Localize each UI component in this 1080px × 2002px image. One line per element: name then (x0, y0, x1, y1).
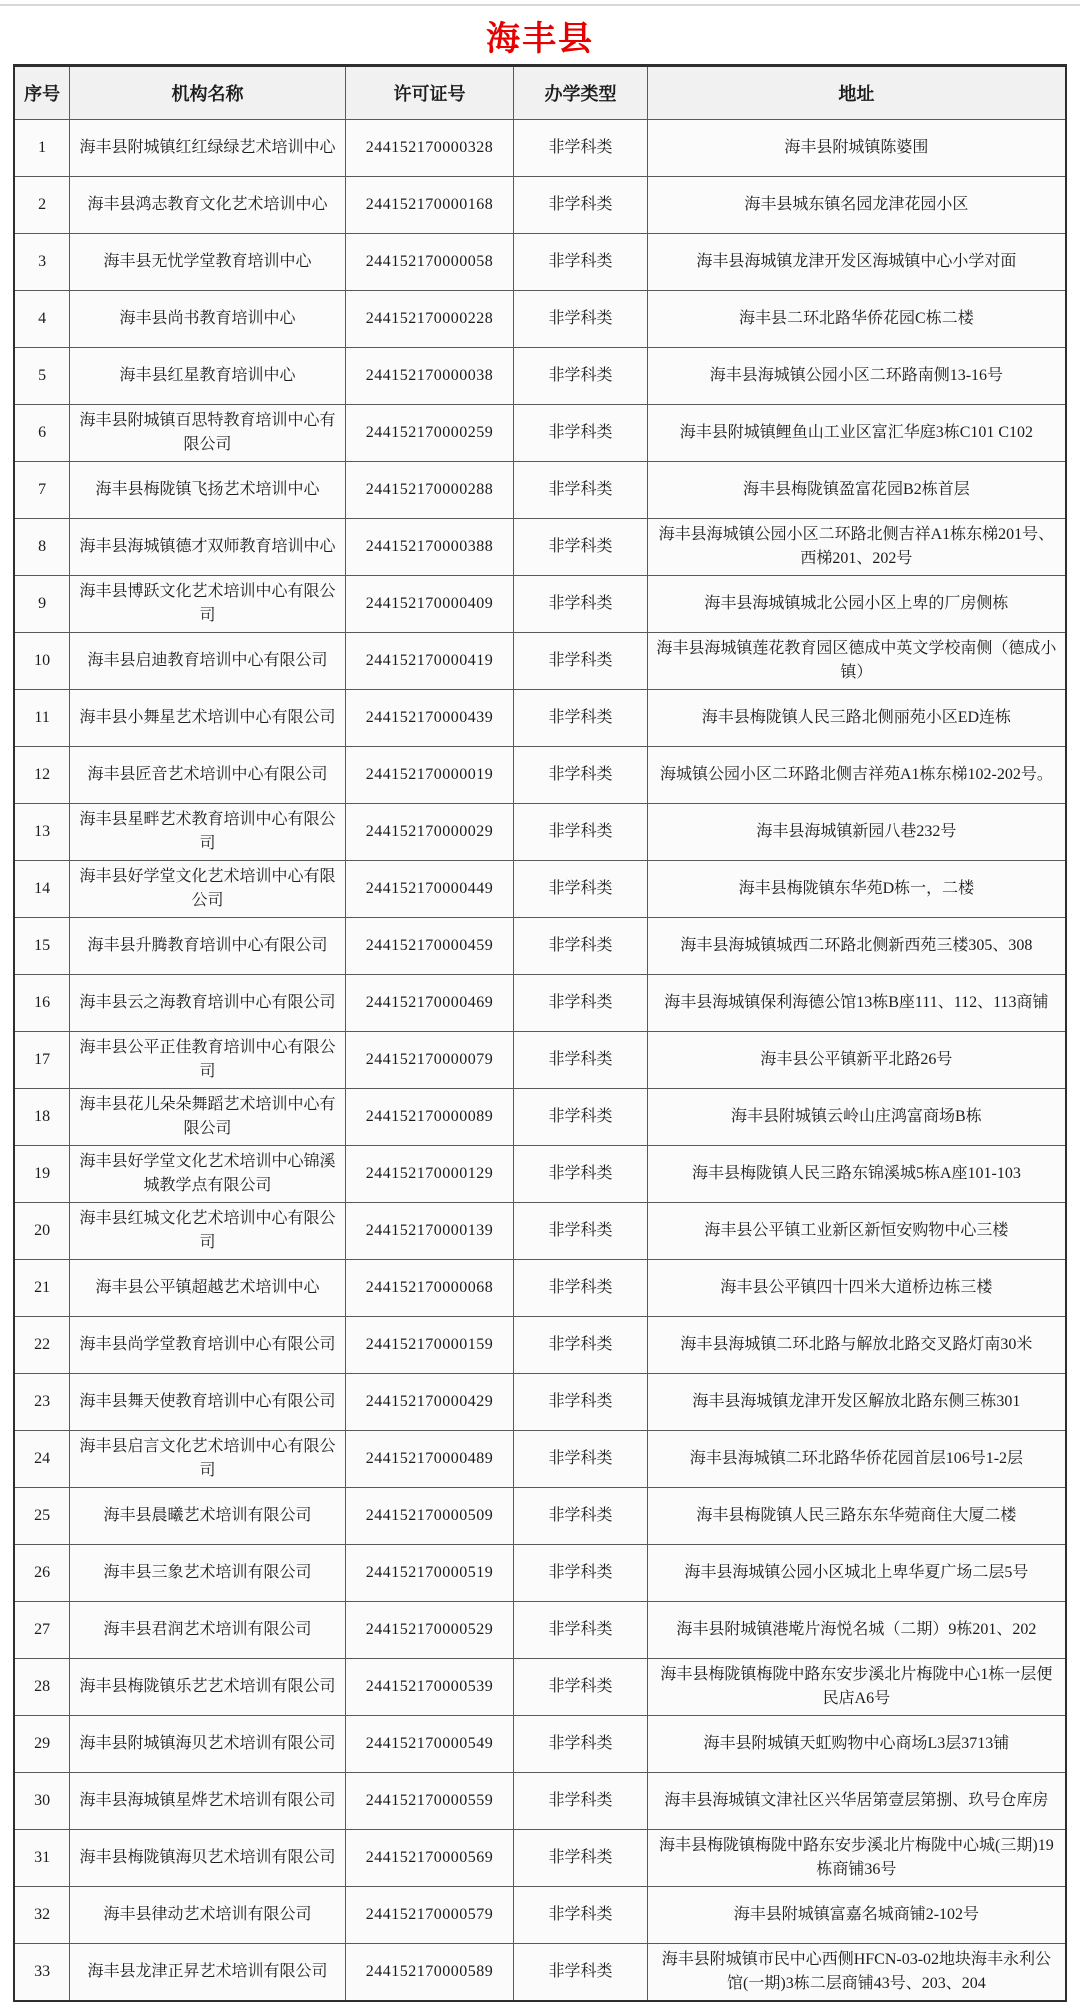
cell-type: 非学科类 (514, 804, 648, 861)
cell-license: 244152170000159 (345, 1317, 513, 1374)
cell-name: 海丰县星畔艺术教育培训中心有限公司 (70, 804, 346, 861)
cell-license: 244152170000539 (345, 1659, 513, 1716)
cell-name: 海丰县博跃文化艺术培训中心有限公司 (70, 576, 346, 633)
cell-name: 海丰县无忧学堂教育培训中心 (70, 234, 346, 291)
cell-name: 海丰县启迪教育培训中心有限公司 (70, 633, 346, 690)
cell-address: 海丰县公平镇新平北路26号 (647, 1032, 1066, 1089)
cell-license: 244152170000429 (345, 1374, 513, 1431)
cell-license: 244152170000288 (345, 462, 513, 519)
cell-type: 非学科类 (514, 747, 648, 804)
institutions-table (13, 64, 1067, 2002)
table-row (14, 1431, 1066, 1488)
table-row (14, 1089, 1066, 1146)
cell-no: 8 (14, 519, 70, 576)
cell-name: 海丰县红星教育培训中心 (70, 348, 346, 405)
cell-no: 30 (14, 1773, 70, 1830)
cell-name: 海丰县律动艺术培训有限公司 (70, 1887, 346, 1944)
cell-license: 244152170000459 (345, 918, 513, 975)
cell-type: 非学科类 (514, 120, 648, 177)
cell-license: 244152170000449 (345, 861, 513, 918)
cell-no: 33 (14, 1944, 70, 2002)
table-row (14, 1716, 1066, 1773)
col-header-license: 许可证号 (345, 66, 513, 120)
cell-type: 非学科类 (514, 462, 648, 519)
cell-name: 海丰县附城镇海贝艺术培训有限公司 (70, 1716, 346, 1773)
cell-no: 25 (14, 1488, 70, 1545)
table-row (14, 1887, 1066, 1944)
page-title: 海丰县 (486, 20, 594, 58)
cell-name: 海丰县红城文化艺术培训中心有限公司 (70, 1203, 346, 1260)
cell-name: 海丰县附城镇百思特教育培训中心有限公司 (70, 405, 346, 462)
cell-no: 11 (14, 690, 70, 747)
cell-license: 244152170000259 (345, 405, 513, 462)
cell-no: 4 (14, 291, 70, 348)
cell-address: 海丰县海城镇二环北路华侨花园首层106号1-2层 (647, 1431, 1066, 1488)
cell-license: 244152170000129 (345, 1146, 513, 1203)
cell-address: 海丰县公平镇四十四米大道桥边栋三楼 (647, 1260, 1066, 1317)
cell-no: 13 (14, 804, 70, 861)
cell-address: 海丰县梅陇镇人民三路东锦溪城5栋A座101-103 (647, 1146, 1066, 1203)
cell-name: 海丰县梅陇镇乐艺艺术培训有限公司 (70, 1659, 346, 1716)
cell-address: 海丰县梅陇镇盈富花园B2栋首层 (647, 462, 1066, 519)
cell-name: 海丰县三象艺术培训有限公司 (70, 1545, 346, 1602)
cell-name: 海丰县舞天使教育培训中心有限公司 (70, 1374, 346, 1431)
cell-type: 非学科类 (514, 348, 648, 405)
cell-no: 6 (14, 405, 70, 462)
cell-address: 海丰县附城镇富嘉名城商铺2-102号 (647, 1887, 1066, 1944)
table-row (14, 405, 1066, 462)
cell-name: 海丰县龙津正昇艺术培训有限公司 (70, 1944, 346, 2002)
table-row (14, 1545, 1066, 1602)
cell-no: 9 (14, 576, 70, 633)
cell-type: 非学科类 (514, 291, 648, 348)
table-row (14, 1944, 1066, 2002)
cell-type: 非学科类 (514, 1659, 648, 1716)
cell-no: 26 (14, 1545, 70, 1602)
table-row (14, 1374, 1066, 1431)
cell-license: 244152170000589 (345, 1944, 513, 2002)
table-row (14, 861, 1066, 918)
cell-no: 3 (14, 234, 70, 291)
table-row (14, 462, 1066, 519)
cell-address: 海城镇公园小区二环路北侧吉祥苑A1栋东梯102-202号。 (647, 747, 1066, 804)
cell-no: 18 (14, 1089, 70, 1146)
cell-type: 非学科类 (514, 234, 648, 291)
cell-license: 244152170000328 (345, 120, 513, 177)
table-row (14, 576, 1066, 633)
cell-address: 海丰县梅陇镇人民三路东东华菀商住大厦二楼 (647, 1488, 1066, 1545)
col-header-type: 办学类型 (514, 66, 648, 120)
cell-address: 海丰县海城镇保利海德公馆13栋B座111、112、113商铺 (647, 975, 1066, 1032)
cell-name: 海丰县晨曦艺术培训有限公司 (70, 1488, 346, 1545)
cell-no: 32 (14, 1887, 70, 1944)
cell-no: 22 (14, 1317, 70, 1374)
cell-name: 海丰县好学堂文化艺术培训中心锦溪城教学点有限公司 (70, 1146, 346, 1203)
cell-license: 244152170000439 (345, 690, 513, 747)
cell-name: 海丰县海城镇星烨艺术培训有限公司 (70, 1773, 346, 1830)
cell-address: 海丰县海城镇新园八巷232号 (647, 804, 1066, 861)
cell-name: 海丰县君润艺术培训有限公司 (70, 1602, 346, 1659)
cell-no: 19 (14, 1146, 70, 1203)
cell-type: 非学科类 (514, 861, 648, 918)
table-row (14, 1602, 1066, 1659)
cell-name: 海丰县小舞星艺术培训中心有限公司 (70, 690, 346, 747)
cell-type: 非学科类 (514, 1488, 648, 1545)
cell-name: 海丰县梅陇镇海贝艺术培训有限公司 (70, 1830, 346, 1887)
cell-license: 244152170000559 (345, 1773, 513, 1830)
cell-address: 海丰县附城镇云岭山庄鸿富商场B栋 (647, 1089, 1066, 1146)
cell-no: 31 (14, 1830, 70, 1887)
cell-no: 12 (14, 747, 70, 804)
table-row (14, 804, 1066, 861)
cell-address: 海丰县附城镇陈婆围 (647, 120, 1066, 177)
table-row (14, 1488, 1066, 1545)
cell-address: 海丰县附城镇市民中心西侧HFCN-03-02地块海丰永利公馆(一期)3栋二层商铺43号、203、204 (647, 1944, 1066, 2002)
cell-no: 15 (14, 918, 70, 975)
table-row (14, 690, 1066, 747)
cell-address: 海丰县海城镇城西二环路北侧新西苑三楼305、308 (647, 918, 1066, 975)
cell-license: 244152170000469 (345, 975, 513, 1032)
cell-no: 16 (14, 975, 70, 1032)
cell-address: 海丰县附城镇港墘片海悦名城（二期）9栋201、202 (647, 1602, 1066, 1659)
cell-address: 海丰县海城镇公园小区二环路北侧吉祥A1栋东梯201号、西梯201、202号 (647, 519, 1066, 576)
table-row (14, 1203, 1066, 1260)
cell-name: 海丰县匠音艺术培训中心有限公司 (70, 747, 346, 804)
table-row (14, 1032, 1066, 1089)
cell-no: 28 (14, 1659, 70, 1716)
cell-type: 非学科类 (514, 1944, 648, 2002)
table-row (14, 975, 1066, 1032)
cell-address: 海丰县附城镇天虹购物中心商场L3层3713铺 (647, 1716, 1066, 1773)
table-row (14, 1659, 1066, 1716)
cell-address: 海丰县海城镇二环北路与解放北路交叉路灯南30米 (647, 1317, 1066, 1374)
col-header-no: 序号 (14, 66, 70, 120)
table-row (14, 918, 1066, 975)
cell-license: 244152170000168 (345, 177, 513, 234)
cell-type: 非学科类 (514, 1032, 648, 1089)
cell-license: 244152170000139 (345, 1203, 513, 1260)
cell-name: 海丰县升腾教育培训中心有限公司 (70, 918, 346, 975)
cell-no: 7 (14, 462, 70, 519)
cell-name: 海丰县梅陇镇飞扬艺术培训中心 (70, 462, 346, 519)
cell-type: 非学科类 (514, 1260, 648, 1317)
cell-name: 海丰县云之海教育培训中心有限公司 (70, 975, 346, 1032)
cell-type: 非学科类 (514, 1830, 648, 1887)
table-body (14, 120, 1066, 2002)
cell-license: 244152170000409 (345, 576, 513, 633)
cell-type: 非学科类 (514, 1203, 648, 1260)
cell-license: 244152170000079 (345, 1032, 513, 1089)
cell-address: 海丰县海城镇莲花教育园区德成中英文学校南侧（德成小镇） (647, 633, 1066, 690)
cell-name: 海丰县尚书教育培训中心 (70, 291, 346, 348)
cell-license: 244152170000029 (345, 804, 513, 861)
table-row (14, 633, 1066, 690)
cell-address: 海丰县梅陇镇人民三路北侧丽苑小区ED连栋 (647, 690, 1066, 747)
cell-no: 2 (14, 177, 70, 234)
cell-name: 海丰县好学堂文化艺术培训中心有限公司 (70, 861, 346, 918)
cell-address: 海丰县梅陇镇梅陇中路东安步溪北片梅陇中心1栋一层便民店A6号 (647, 1659, 1066, 1716)
cell-type: 非学科类 (514, 1545, 648, 1602)
cell-no: 10 (14, 633, 70, 690)
cell-type: 非学科类 (514, 1374, 648, 1431)
cell-license: 244152170000529 (345, 1602, 513, 1659)
cell-type: 非学科类 (514, 918, 648, 975)
cell-address: 海丰县海城镇龙津开发区解放北路东侧三栋301 (647, 1374, 1066, 1431)
cell-license: 244152170000058 (345, 234, 513, 291)
cell-no: 1 (14, 120, 70, 177)
cell-address: 海丰县海城镇公园小区城北上卑华夏广场二层5号 (647, 1545, 1066, 1602)
cell-type: 非学科类 (514, 177, 648, 234)
cell-no: 29 (14, 1716, 70, 1773)
cell-license: 244152170000519 (345, 1545, 513, 1602)
cell-license: 244152170000549 (345, 1716, 513, 1773)
table-row (14, 1146, 1066, 1203)
cell-type: 非学科类 (514, 1317, 648, 1374)
cell-type: 非学科类 (514, 1773, 648, 1830)
cell-license: 244152170000228 (345, 291, 513, 348)
cell-no: 5 (14, 348, 70, 405)
cell-type: 非学科类 (514, 1602, 648, 1659)
cell-no: 23 (14, 1374, 70, 1431)
cell-no: 27 (14, 1602, 70, 1659)
cell-type: 非学科类 (514, 1146, 648, 1203)
cell-type: 非学科类 (514, 1089, 648, 1146)
cell-name: 海丰县海城镇德才双师教育培训中心 (70, 519, 346, 576)
cell-type: 非学科类 (514, 690, 648, 747)
cell-no: 17 (14, 1032, 70, 1089)
cell-address: 海丰县附城镇鲤鱼山工业区富汇华庭3栋C101 C102 (647, 405, 1066, 462)
cell-license: 244152170000579 (345, 1887, 513, 1944)
cell-no: 24 (14, 1431, 70, 1488)
cell-name: 海丰县启言文化艺术培训中心有限公司 (70, 1431, 346, 1488)
table-row (14, 1830, 1066, 1887)
cell-address: 海丰县梅陇镇梅陇中路东安步溪北片梅陇中心城(三期)19栋商铺36号 (647, 1830, 1066, 1887)
cell-type: 非学科类 (514, 519, 648, 576)
table-row (14, 1773, 1066, 1830)
cell-license: 244152170000019 (345, 747, 513, 804)
cell-license: 244152170000419 (345, 633, 513, 690)
cell-address: 海丰县海城镇城北公园小区上卑的厂房侧栋 (647, 576, 1066, 633)
cell-address: 海丰县海城镇文津社区兴华居第壹层第捌、玖号仓库房 (647, 1773, 1066, 1830)
cell-type: 非学科类 (514, 1716, 648, 1773)
cell-license: 244152170000489 (345, 1431, 513, 1488)
table-row (14, 747, 1066, 804)
cell-address: 海丰县城东镇名园龙津花园小区 (647, 177, 1066, 234)
table-row (14, 234, 1066, 291)
cell-type: 非学科类 (514, 1431, 648, 1488)
cell-license: 244152170000068 (345, 1260, 513, 1317)
cell-no: 21 (14, 1260, 70, 1317)
cell-type: 非学科类 (514, 975, 648, 1032)
cell-no: 14 (14, 861, 70, 918)
cell-address: 海丰县海城镇龙津开发区海城镇中心小学对面 (647, 234, 1066, 291)
table-row (14, 1317, 1066, 1374)
cell-license: 244152170000509 (345, 1488, 513, 1545)
table-row (14, 120, 1066, 177)
cell-license: 244152170000569 (345, 1830, 513, 1887)
col-header-address: 地址 (647, 66, 1066, 120)
table-row (14, 291, 1066, 348)
table-row (14, 519, 1066, 576)
table-row (14, 177, 1066, 234)
cell-type: 非学科类 (514, 633, 648, 690)
cell-no: 20 (14, 1203, 70, 1260)
title-bar (0, 6, 1080, 64)
cell-type: 非学科类 (514, 1887, 648, 1944)
table-row (14, 348, 1066, 405)
cell-license: 244152170000038 (345, 348, 513, 405)
cell-address: 海丰县公平镇工业新区新恒安购物中心三楼 (647, 1203, 1066, 1260)
cell-license: 244152170000089 (345, 1089, 513, 1146)
cell-name: 海丰县花儿朵朵舞蹈艺术培训中心有限公司 (70, 1089, 346, 1146)
table-row (14, 1260, 1066, 1317)
header-row (14, 66, 1066, 120)
cell-type: 非学科类 (514, 576, 648, 633)
cell-address: 海丰县二环北路华侨花园C栋二楼 (647, 291, 1066, 348)
cell-license: 244152170000388 (345, 519, 513, 576)
cell-name: 海丰县尚学堂教育培训中心有限公司 (70, 1317, 346, 1374)
cell-name: 海丰县鸿志教育文化艺术培训中心 (70, 177, 346, 234)
cell-name: 海丰县附城镇红红绿绿艺术培训中心 (70, 120, 346, 177)
cell-name: 海丰县公平正佳教育培训中心有限公司 (70, 1032, 346, 1089)
cell-name: 海丰县公平镇超越艺术培训中心 (70, 1260, 346, 1317)
cell-type: 非学科类 (514, 405, 648, 462)
col-header-name: 机构名称 (70, 66, 346, 120)
cell-address: 海丰县梅陇镇东华苑D栋一，二楼 (647, 861, 1066, 918)
cell-address: 海丰县海城镇公园小区二环路南侧13-16号 (647, 348, 1066, 405)
